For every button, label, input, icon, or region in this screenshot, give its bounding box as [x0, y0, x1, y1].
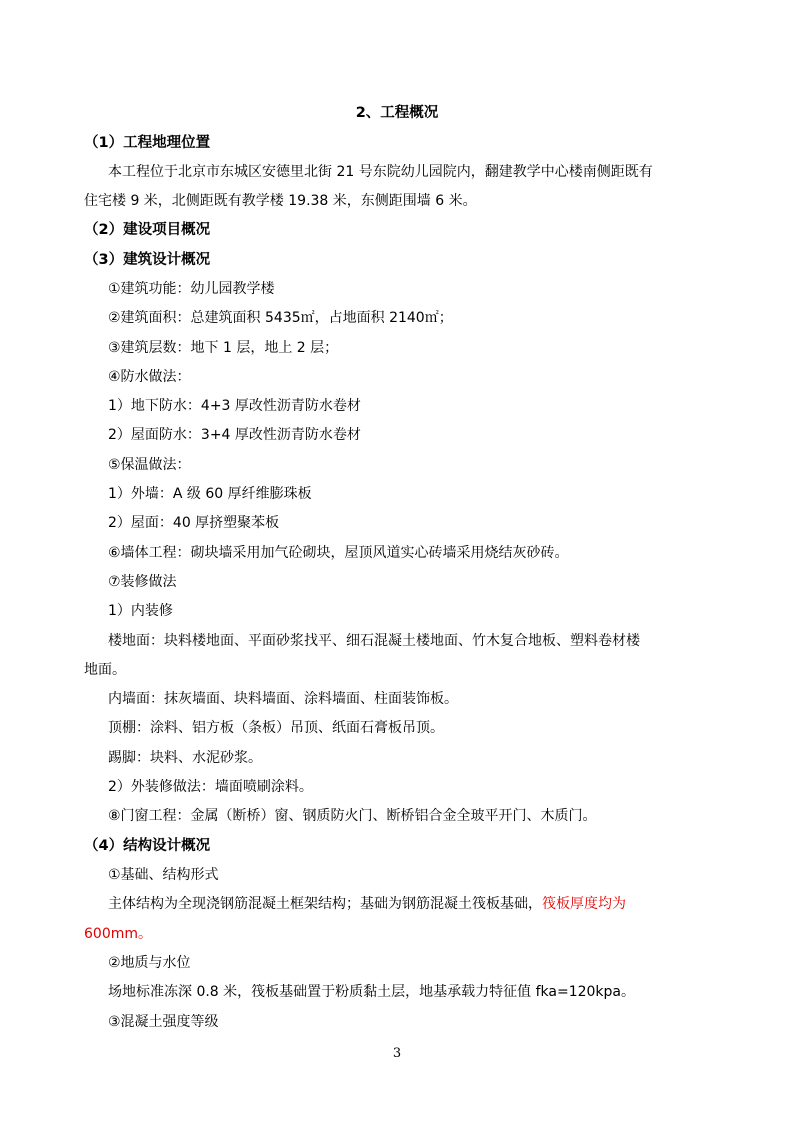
location-text-line1: 本工程位于北京市东城区安德里北街 21 号东院幼儿园院内，翻建教学中心楼南侧距既有 [108, 164, 653, 180]
heading-location: （1）工程地理位置 [84, 135, 211, 151]
exterior-decoration: 2）外装修做法：墙面喷刷涂料。 [108, 779, 313, 795]
location-text-line2: 住宅楼 9 米，北侧距既有教学楼 19.38 米，东侧距围墙 6 米。 [84, 193, 477, 209]
raft-thickness-value: 600mm。 [84, 926, 152, 942]
concrete-strength-title: ③混凝土强度等级 [108, 1014, 219, 1030]
decoration-title: ⑦装修做法 [108, 574, 177, 590]
skirting-finish: 踢脚：块料、水泥砂浆。 [108, 750, 262, 766]
section-title: 2、工程概况 [355, 105, 439, 121]
waterproof-underground: 1）地下防水：4+3 厚改性沥青防水卷材 [108, 398, 361, 414]
building-area: ②建筑面积：总建筑面积 5435㎡，占地面积 2140㎡； [108, 310, 453, 326]
page-number: 3 [392, 1046, 402, 1061]
waterproof-title: ④防水做法： [108, 369, 191, 385]
ceiling-finish: 顶棚：涂料、铝方板（条板）吊顶、纸面石膏板吊顶。 [108, 720, 444, 736]
building-function: ①建筑功能：幼儿园教学楼 [108, 281, 275, 297]
waterproof-roof: 2）屋面防水：3+4 厚改性沥青防水卷材 [108, 427, 361, 443]
heading-project-overview: （2）建设项目概况 [84, 222, 211, 238]
doors-windows: ⑧门窗工程：金属（断桥）窗、钢质防火门、断桥铝合金全玻平开门、木质门。 [108, 808, 597, 824]
raft-thickness-highlight: 筏板厚度均为 [542, 896, 626, 912]
wall-works: ⑥墙体工程：砌块墙采用加气砼砌块，屋顶风道实心砖墙采用烧结灰砂砖。 [108, 545, 569, 561]
heading-structure: （4）结构设计概况 [84, 838, 211, 854]
heading-architecture: （3）建筑设计概况 [84, 252, 211, 268]
foundation-text-line1 [108, 894, 626, 914]
foundation-text: 主体结构为全现浇钢筋混凝土框架结构；基础为钢筋混凝土筏板基础， [108, 896, 542, 912]
geology-text: 场地标准冻深 0.8 米，筏板基础置于粉质黏土层，地基承载力特征值 fka=120kpa。 [108, 984, 636, 1000]
inner-wall-finish: 内墙面：抹灰墙面、块料墙面、涂料墙面、柱面装饰板。 [108, 691, 458, 707]
insulation-exterior-wall: 1）外墙：A 级 60 厚纤维膨珠板 [108, 486, 312, 502]
geology-title: ②地质与水位 [108, 955, 191, 971]
building-floors: ③建筑层数：地下 1 层，地上 2 层； [108, 340, 339, 356]
floor-finish-line2: 地面。 [84, 662, 126, 678]
floor-finish-line1: 楼地面：块料楼地面、平面砂浆找平、细石混凝土楼地面、竹木复合地板、塑料卷材楼 [108, 633, 640, 649]
interior-decoration-title: 1）内装修 [108, 603, 173, 619]
insulation-title: ⑤保温做法： [108, 457, 191, 473]
foundation-title: ①基础、结构形式 [108, 867, 219, 883]
insulation-roof: 2）屋面：40 厚挤塑聚苯板 [108, 515, 280, 531]
